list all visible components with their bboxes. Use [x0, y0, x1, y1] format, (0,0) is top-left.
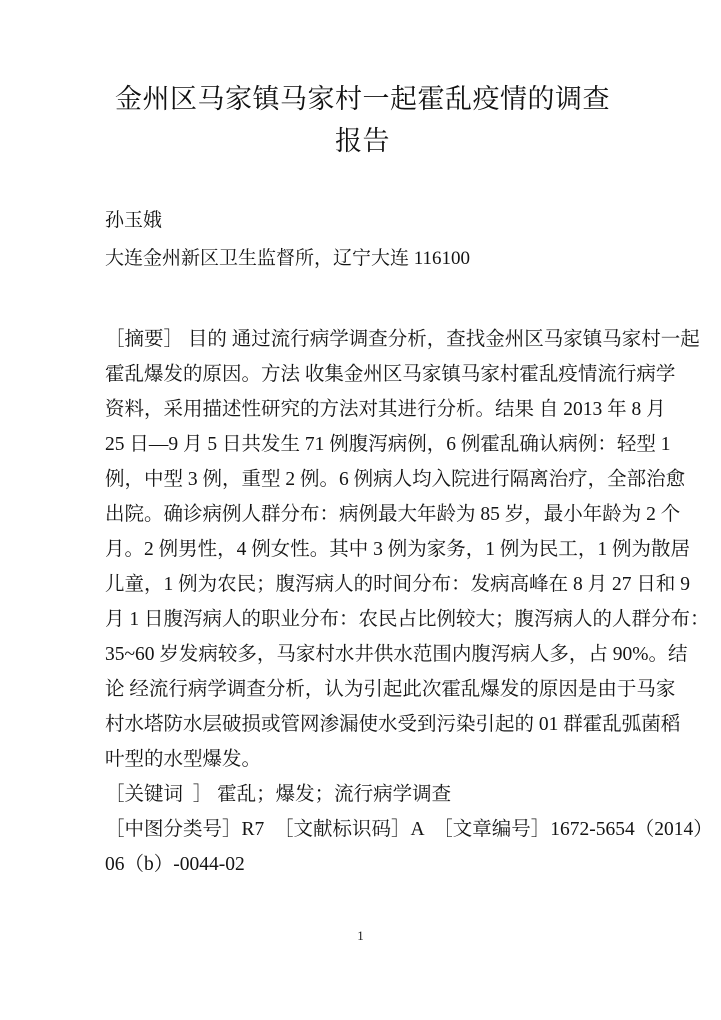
body-line: 资料，采用描述性研究的方法对其进行分析。结果 自 2013 年 8 月 — [105, 399, 666, 420]
author-name: 孙玉娥 — [105, 210, 163, 231]
page-number: 1 — [357, 928, 364, 943]
body-line: ［摘要］ 目的 通过流行病学调查分析，查找金州区马家镇马家村一起 — [105, 329, 700, 350]
keywords-line: ［关键词 ］ 霍乱；爆发；流行病学调查 — [105, 784, 452, 805]
body-line: 月。2 例男性，4 例女性。其中 3 例为家务，1 例为民工，1 例为散居 — [105, 539, 691, 560]
body-line: 霍乱爆发的原因。方法 收集金州区马家镇马家村霍乱疫情流行病学 — [105, 364, 676, 385]
abstract-body — [105, 322, 713, 882]
body-line: 村水塔防水层破损或管网渗漏使水受到污染引起的 01 群霍乱弧菌稻 — [105, 714, 681, 735]
body-line: 儿童，1 例为农民；腹泻病人的时间分布：发病高峰在 8 月 27 日和 9 — [105, 574, 691, 595]
body-line: 例，中型 3 例，重型 2 例。6 例病人均入院进行隔离治疗，全部治愈 — [105, 469, 686, 490]
classification-line: ［中图分类号］R7 ［文献标识码］A ［文章编号］1672-5654（2014） — [105, 819, 713, 840]
body-line: 叶型的水型爆发。 — [105, 749, 262, 770]
body-line: 月 1 日腹泻病人的职业分布：农民占比例较大；腹泻病人的人群分布： — [105, 609, 710, 630]
body-line: 论 经流行病学调查分析，认为引起此次霍乱爆发的原因是由于马家 — [105, 679, 676, 700]
title-line-2: 报告 — [335, 126, 390, 156]
article-id-line: 06（b）-0044-02 — [105, 854, 245, 875]
page-title — [105, 78, 620, 162]
body-line: 25 日—9 月 5 日共发生 71 例腹泻病例，6 例霍乱确认病例：轻型 1 — [105, 434, 671, 455]
body-line: 35~60 岁发病较多，马家村水井供水范围内腹泻病人多，占 90%。结 — [105, 644, 688, 665]
body-line: 出院。确诊病例人群分布：病例最大年龄为 85 岁，最小年龄为 2 个 — [105, 504, 681, 525]
title-line-1: 金州区马家镇马家村一起霍乱疫情的调查 — [115, 84, 610, 114]
author-affiliation: 大连金州新区卫生监督所，辽宁大连 116100 — [105, 248, 471, 269]
